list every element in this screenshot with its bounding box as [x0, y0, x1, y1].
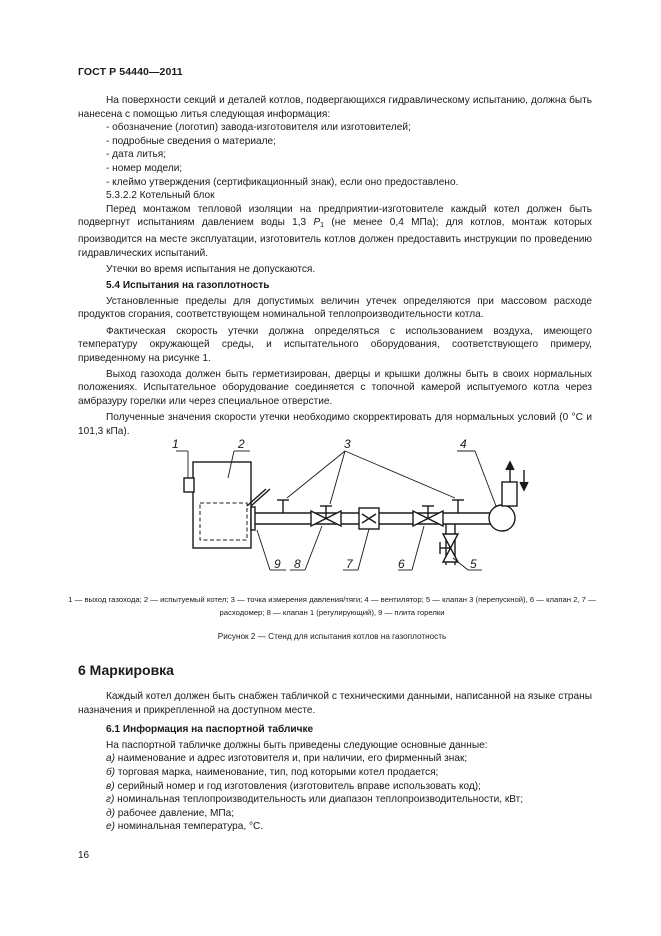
clause-heading: 5.3.2.2 Котельный блок [106, 190, 215, 202]
figure-label-3: 3 [344, 437, 351, 451]
list-text: номинальная теплопроизводительность или диапазон теплопроизводительности, кВт; [114, 794, 524, 806]
paragraph: Выход газохода должен быть герметизирован, дверцы и крышки должны быть в своих нормальных положениях. Испытательное оборудование соединяется с топочной камерой испытуемого котла через амбразуру горелки или через специальное отверстие. [78, 368, 592, 407]
list-marker: е) [106, 821, 115, 833]
list-item: - клеймо утверждения (сертификационный знак), если оно предоставлено. [106, 176, 459, 188]
figure-label-1: 1 [172, 437, 179, 451]
boiler-exhaust [184, 478, 194, 492]
list-item [78, 820, 592, 834]
list-marker: в) [106, 780, 115, 792]
list-item: - обозначение (логотип) завода-изготовителя или изготовителей; [106, 122, 411, 134]
figure-label-5: 5 [470, 557, 477, 571]
list-item: - подробные сведения о материале; [106, 135, 276, 147]
paragraph: Каждый котел должен быть снабжен табличкой с техническими данными, написанной на языке страны назначения и прикрепленной на доступном месте. [78, 691, 592, 716]
figure-caption: Рисунок 2 — Стенд для испытания котлов на газоплотность [217, 632, 447, 641]
document-code-header: ГОСТ Р 54440—2011 [78, 66, 183, 78]
figure-label-6: 6 [398, 557, 405, 571]
figure-legend: 1 — выход газохода; 2 — испытуемый котел; 3 — точка измерения давления/тяги; 4 — вентилятор; 5 — клапан 3 (перепускной), 6 — клапан 2, 7 — расходомер; 8 — клапан 1 (регулирующий), 9 — плита горелки [68, 595, 596, 617]
list-text: номинальная температура, °C. [114, 821, 264, 833]
figure-label-2: 2 [238, 437, 245, 451]
page-number: 16 [78, 850, 90, 861]
list-item [78, 807, 592, 821]
figure-label-4: 4 [460, 437, 467, 451]
paragraph: На паспортной табличке должны быть приведены следующие основные данные: [106, 739, 488, 751]
section-heading-5-4: 5.4 Испытания на газоплотность [106, 280, 270, 292]
list-marker: г) [106, 794, 115, 806]
paragraph: Установленные пределы для допустимых величин утечек определяются при массовом расходе продуктов сгорания, соответствующем номинальной теплопроизводительности котла. [78, 295, 592, 321]
list-text: наименование и адрес изготовителя и, при наличии, его фирменный знак; [114, 753, 468, 765]
list-item [78, 780, 592, 794]
figure-label-9: 9 [274, 557, 281, 571]
list-marker: б) [106, 766, 116, 778]
list-text: рабочее давление, МПа; [114, 807, 235, 819]
text-run: Перед монтажом тепловой изоляции на предприятии-изготовителе каждый котел должен быть подвергнут испытаниям давлением воды 1,3 [78, 203, 592, 229]
burner-plate [251, 507, 255, 530]
text-run: (не менее 0,4 МПа); для котлов, монтаж которых производится на месте эксплуатации, изготовитель котлов должен предоставить инструкции по проведению гидравлических испытаний. [78, 217, 592, 259]
pressure-subscript: 1 [320, 222, 325, 230]
paragraph: Утечки во время испытания не допускаются. [106, 263, 316, 275]
list-text: серийный номер и год изготовления (изготовитель вправе использовать код); [114, 780, 481, 792]
list-item [78, 793, 592, 807]
fan [489, 505, 515, 531]
list-item: - номер модели; [106, 162, 183, 174]
pressure-symbol: P [313, 217, 321, 229]
list-text: торговая марка, наименование, тип, под которыми котел продается; [115, 766, 439, 778]
paragraph: Фактическая скорость утечки должна определяться с использованием воздуха, имеющего температуру окружающей среды, и испытательного оборудования, соответствующего примеру, приведенному на рисунке 1. [78, 325, 592, 364]
list-item [78, 752, 592, 766]
list-marker: д) [106, 807, 115, 819]
figure-label-8: 8 [294, 557, 301, 571]
paragraph: На поверхности секций и деталей котлов, подвергающихся гидравлическому испытанию, должна быть нанесена с помощью литья следующая информация: [78, 95, 592, 120]
paragraph: Полученные значения скорости утечки необходимо скорректировать для нормальных условий (0 °C и 101,3 кПа). [78, 412, 592, 437]
section-heading-6-1: 6.1 Информация на паспортной табличке [106, 724, 314, 736]
section-heading-6: 6 Маркировка [78, 662, 174, 678]
list-item: - дата литья; [106, 149, 167, 161]
list-item [78, 766, 592, 780]
main-text-bottom [78, 690, 592, 834]
figure-label-7: 7 [346, 557, 353, 571]
boiler-body [193, 462, 251, 548]
list-marker: а) [106, 753, 115, 765]
